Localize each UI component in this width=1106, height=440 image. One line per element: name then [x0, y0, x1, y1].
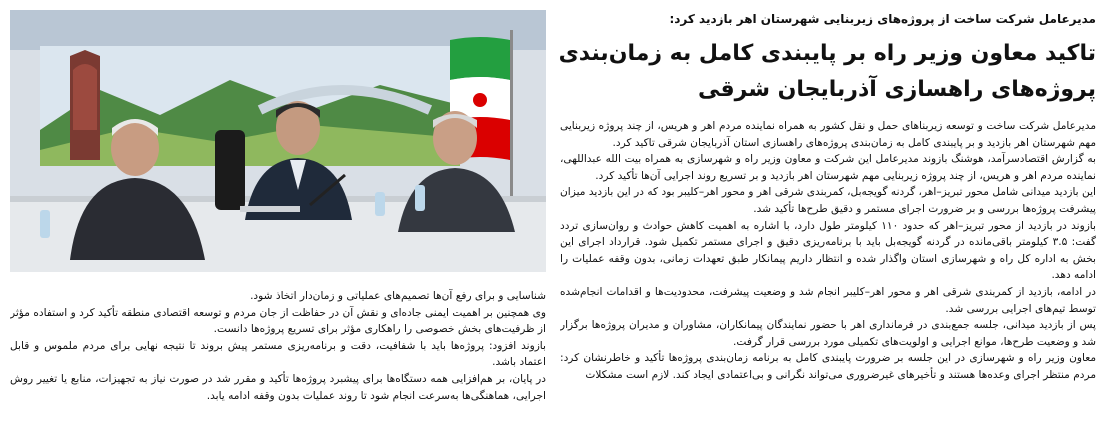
paragraph: در پایان، بر هم‌افزایی همه دستگاه‌ها برای پیشبرد پروژه‌ها تأکید و مقرر شد در صورت نیاز به تجهیزات، منابع یا تغییر روش اجرایی، هماهنگی‌ها به‌سرعت انجام شود تا روند عملیات بدون وقفه ادامه یابد.	[10, 372, 546, 402]
paragraph: مدیرعامل شرکت ساخت و توسعه زیربناهای حمل و نقل کشور به همراه نماینده مردم اهر و هریس، از چند پروژه زیربنایی مهم شهرستان اهر بازدید و بر پایبندی کامل به زمان‌بندی پروژه‌های راهسازی استان آذربایجان شرقی تاکید کرد.	[560, 120, 1096, 149]
paragraph: معاون وزیر راه و شهرسازی در این جلسه بر ضرورت پایبندی کامل به برنامه زمان‌بندی پروژه‌ها تأکید و خاطرنشان کرد: مردم منتظر اجرای وعده‌ها هستند و تأخیرهای غیرضروری می‌تواند نگرانی و بی‌اعتمادی ایجاد کند. لازم است مشکلات	[560, 352, 1096, 381]
photo-chair	[215, 130, 245, 210]
article-kicker: مدیرعامل شرکت ساخت از پروژه‌های زیربنایی شهرستان اهر بازدید کرد:	[669, 12, 1096, 26]
headline-line-2: پروژه‌های راهسازی آذربایجان شرقی	[697, 77, 1096, 102]
paragraph: شناسایی و برای رفع آن‌ها تصمیم‌های عملیاتی و زمان‌دار اتخاذ شود.	[250, 290, 546, 302]
paragraph: در ادامه، بازدید از کمربندی شرقی اهر و محور اهر–کلیبر انجام شد و وضعیت پیشرفت، محدودیت‌ها و اقدامات انجام‌شده توسط تیم‌های اجرایی بررسی شد.	[560, 285, 1096, 315]
meeting-photo	[10, 10, 546, 272]
paragraph: پس از بازدید میدانی، جلسه جمع‌بندی در فرمانداری اهر با حضور نمایندگان پیمانکاران، مشاوران و مدیران پروژه‌ها برگزار شد و وضعیت طرح‌ها، موانع اجرایی و اولویت‌های تکمیلی مورد بررسی قرار گرفت.	[560, 319, 1096, 348]
headline-line-1: تاکید معاون وزیر راه بر پایبندی کامل به زمان‌بندی	[558, 41, 1096, 66]
article-body-right-column	[560, 118, 1096, 438]
paragraph: این بازدید میدانی شامل محور تبریز–اهر، گردنه گویجه‌بل، کمربندی شرقی اهر و محور اهر–کلیبر بود که در این بازدید میزان پیشرفت پروژه‌ها بررسی و بر ضرورت اجرای مستمر و دقیق طرح‌ها تأکید شد.	[560, 186, 1096, 215]
paragraph: به گزارش اقتصادسرآمد، هوشنگ بازوند مدیرعامل این شرکت و معاون وزیر راه و شهرسازی به همراه بیت الله عبداللهی، نماینده مردم اهر و هریس، از چند پروژه زیربنایی مهم شهرستان اهر بازدید و بر تسریع روند اجرایی آن‌ها تأکید کرد.	[560, 153, 1096, 182]
meeting-photo-illustration	[10, 10, 546, 272]
paragraph: بازوند افزود: پروژه‌ها باید با شفافیت، دقت و برنامه‌ریزی مستمر پیش بروند تا نتیجه نهایی برای مردم ملموس و قابل اعتماد باشد.	[10, 339, 546, 369]
paragraph: وی همچنین بر اهمیت ایمنی جاده‌ای و نقش آن در حفاظت از جان مردم و توسعه اقتصادی منطقه تأکید کرد و استفاده مؤثر از ظرفیت‌های بخش خصوصی را راهکاری مؤثر برای تسریع پروژه‌ها دانست.	[10, 306, 546, 336]
paragraph: بازوند در بازدید از محور تبریز–اهر که حدود ۱۱۰ کیلومتر طول دارد، با اشاره به اهمیت کاهش حوادث و روان‌سازی تردد گفت: ۳.۵ کیلومتر باقی‌مانده در گردنه گویجه‌بل باید با برنامه‌ریزی دقیق و اجرای مستمر تکمیل شود. قرارداد اجرای این بخش به اداره کل راه و شهرسازی استان واگذار شده و انتظار داریم پیمانکار طبق تعهدات زمانی، بدون وقفه عملیات را ادامه دهد.	[560, 219, 1096, 282]
photo-wall-banner	[40, 46, 460, 166]
article-headline	[560, 36, 1096, 108]
article-body-left-column	[10, 288, 546, 438]
